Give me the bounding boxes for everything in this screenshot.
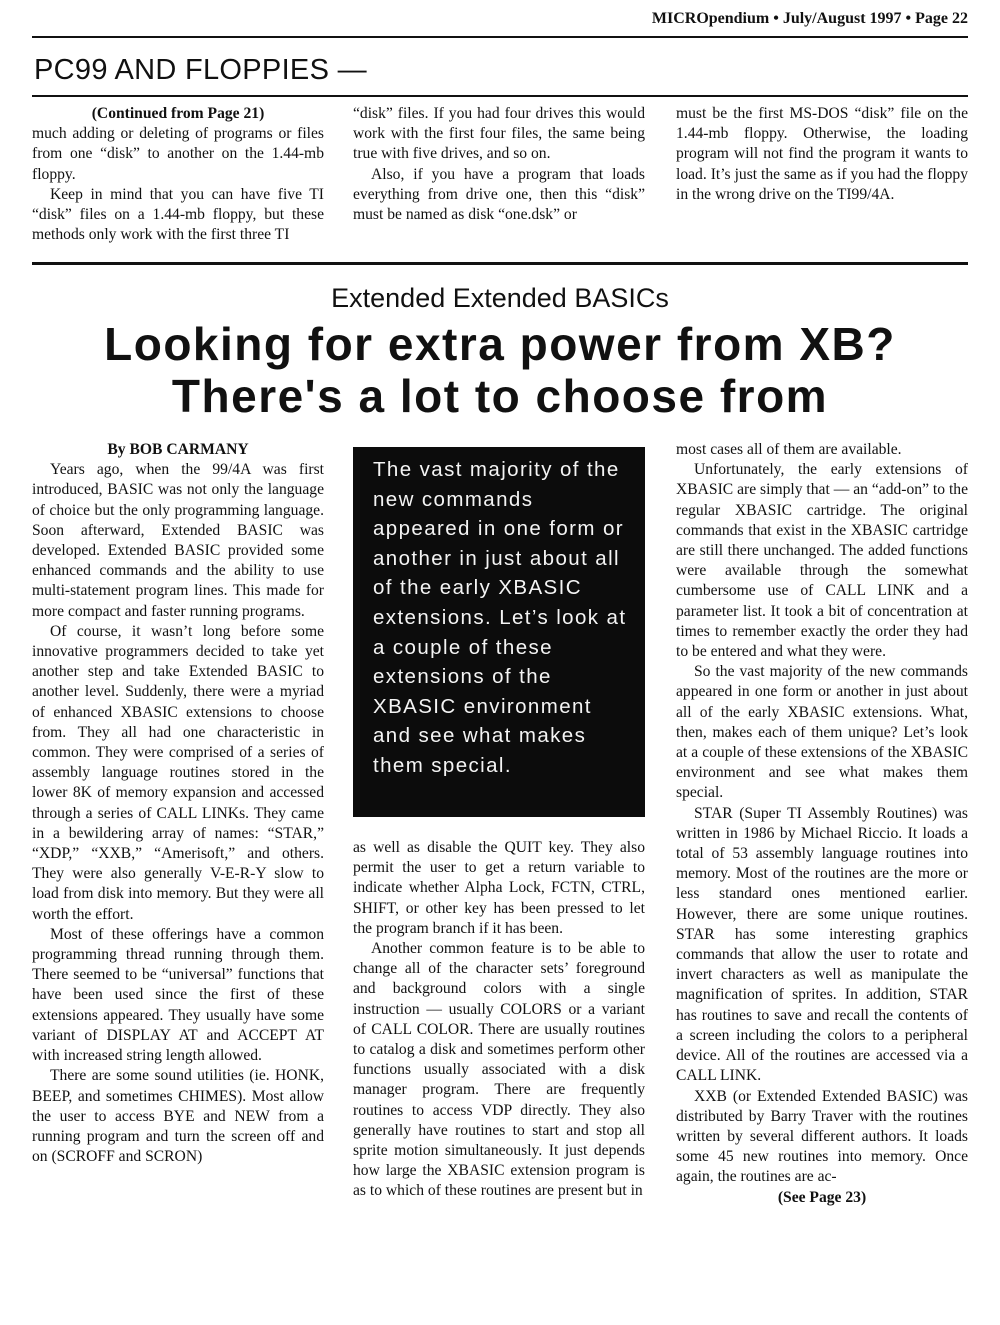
running-header: MICROpendium • July/August 1997 • Page 22	[651, 10, 968, 27]
paragraph: Another common feature is to be able to change all of the character sets’ foreground and background colors with a single instruction — usually COLORS or a variant of CALL COLOR. There are usually routines to catalog a disk and sometimes perform other functions usually associated with a disk manager program. There are frequently routines to access VDP directly. They also generally have routines to start and stop all sprite motion simultaneously. It just depends how large the XBASIC extension program is as to which of these routines are present but in	[353, 940, 645, 1200]
continuation-column-2	[353, 104, 645, 225]
paragraph: Years ago, when the 99/4A was first introduced, BASIC was not only the language of choice but the only programming language. Soon afterward, Extended BASIC was developed. Extended BASIC provided some enhanced commands and the ability to use multi-statement program lines. This made for more compact and faster running programs.	[32, 461, 324, 620]
article-headline	[0, 318, 1000, 422]
paragraph: Also, if you have a program that loads everything from drive one, then this “disk” must be named as disk “one.dsk” or	[353, 165, 645, 224]
paragraph: Of course, it wasn’t long before some innovative programmers decided to take yet another step and take Extended BASIC to another level. Suddenly, there were a myriad of enhanced XBASIC extensions to choose from. They all had one characteristic in common. They were comprised of a series of assembly language routines stored in the lower 8K of memory expansion and accessed through a series of CALL LINKs. They came in a bewildering array of names: “STAR,” “XDP,” “XXB,” “Amerisoft,” and others. They were also generally V-E-R-Y slow to load from disk into memory. But they were all worth the effort.	[32, 622, 324, 923]
continued-from-label: (Continued from Page 21)	[91, 105, 265, 122]
paragraph: So the vast majority of the new commands appeared in one form or another in just about all of the early XBASIC extensions. What, then, makes each of them unique? Let’s look at a couple of these extensions of the XBASIC environment and see what makes them special.	[676, 663, 968, 802]
section-title: PC99 AND FLOPPIES —	[34, 54, 367, 86]
article-kicker: Extended Extended BASICs	[331, 283, 669, 313]
pull-quote-box	[353, 447, 645, 817]
article-column-2	[353, 838, 645, 1202]
article-column-1	[32, 440, 324, 1167]
paragraph: “disk” files. If you had four drives this would work with the first four files, the same being true with five drives, and so on.	[353, 105, 645, 163]
paragraph: XXB (or Extended Extended BASIC) was distributed by Barry Traver with the routines written by several different authors. It loads some 45 new routines into memory. Once again, the routines are ac-	[676, 1087, 968, 1186]
article-column-3	[676, 440, 968, 1208]
paragraph: There are some sound utilities (ie. HONK, BEEP, and sometimes CHIMES). Most allow the user to access BYE and NEW from a running program and turn the screen off and on (SCROFF and SCRON)	[32, 1067, 324, 1166]
continuation-column-1	[32, 104, 324, 245]
continued-on-label: (See Page 23)	[777, 1188, 867, 1206]
continuation-column-3	[676, 104, 968, 205]
headline-line-2: There's a lot to choose from	[171, 370, 829, 422]
paragraph: much adding or deleting of programs or files from one “disk” to another on the 1.44-mb floppy.	[32, 125, 324, 183]
top-rule	[32, 36, 968, 38]
paragraph: most cases all of them are available.	[676, 441, 902, 458]
paragraph: must be the first MS-DOS “disk” file on the 1.44-mb floppy. Otherwise, the loading program will not find the program it wants to load. It’s just the same as if you had the floppy in the wrong drive on the TI99/4A.	[676, 105, 968, 203]
paragraph: Unfortunately, the early extensions of XBASIC are simply that — an “add-on” to the regular XBASIC cartridge. The original commands that exist in the XBASIC cartridge are still there unchanged. The added functions were available through the somewhat cumbersome use of CALL LINK and a parameter list. It took a bit of concentration at times to remember exactly the order they had to be entered and what they were.	[676, 461, 968, 661]
paragraph: Most of these offerings have a common programming thread running through them. There seemed to be “universal” functions that have been used since the first of these extensions appeared. They usually have some variant of DISPLAY AT and ACCEPT AT with increased string length allowed.	[32, 925, 324, 1065]
pull-quote-text: The vast majority of the new commands appeared in one form or another in just about all of the early XBASIC extensions. Let’s look at a couple of these extensions of the XBASIC environment and see what makes them special.	[373, 458, 627, 777]
paragraph: Keep in mind that you can have five TI “disk” files on a 1.44-mb floppy, but these methods only work with the first three TI	[32, 185, 324, 244]
byline: By BOB CARMANY	[107, 441, 249, 458]
paragraph: as well as disable the QUIT key. They also permit the user to get a return variable to indicate whether Alpha Lock, FCTN, CTRL, SHIFT, or other key has been pressed to let the program branch if it has been.	[353, 839, 645, 937]
headline-line-1: Looking for extra power from XB?	[104, 318, 896, 370]
article-divider-rule	[32, 262, 968, 265]
section-rule	[32, 95, 968, 97]
paragraph: STAR (Super TI Assembly Routines) was written in 1986 by Michael Riccio. It loads a total of 53 assembly language routines into memory. Most of the routines are the more or less standard ones mentioned earlier. However, there are some unique routines. STAR has some interesting graphics commands that allow the user to rotate and invert characters as well as manipulate the magnification of sprites. In addition, STAR has routines to save and recall the contents of a screen including the colors to a peripheral device. All of the routines are accessed via a CALL LINK.	[676, 804, 968, 1085]
